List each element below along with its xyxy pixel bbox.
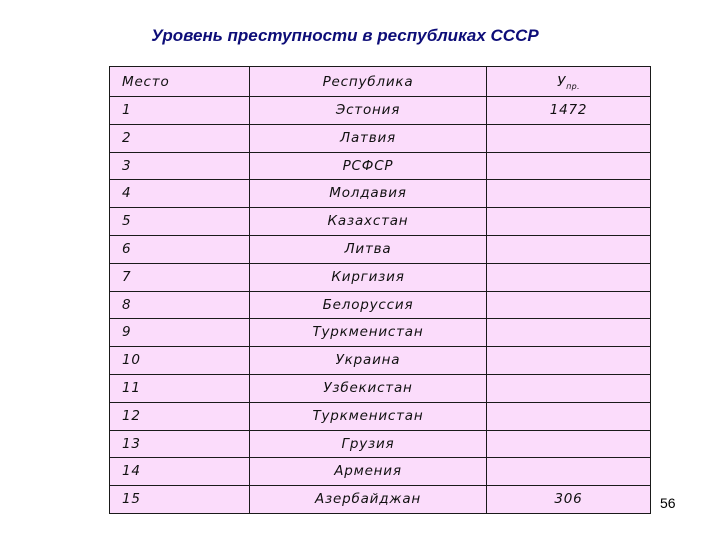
cell-place: 11 (110, 374, 250, 402)
cell-value (487, 152, 651, 180)
cell-value (487, 208, 651, 236)
header-place: Место (110, 67, 250, 97)
header-republic: Республика (250, 67, 487, 97)
cell-value (487, 235, 651, 263)
cell-republic: Латвия (250, 124, 487, 152)
cell-value (487, 180, 651, 208)
cell-place: 1 (110, 97, 250, 125)
cell-republic: Молдавия (250, 180, 487, 208)
table-row (110, 180, 651, 208)
cell-republic: Киргизия (250, 263, 487, 291)
cell-value: 1472 (487, 97, 651, 125)
cell-republic: Белоруссия (250, 291, 487, 319)
table-row (110, 263, 651, 291)
cell-republic: Украина (250, 347, 487, 375)
cell-value (487, 291, 651, 319)
cell-value (487, 458, 651, 486)
cell-place: 13 (110, 430, 250, 458)
table-row (110, 374, 651, 402)
cell-place: 10 (110, 347, 250, 375)
cell-republic: Казахстан (250, 208, 487, 236)
cell-republic: Узбекистан (250, 374, 487, 402)
cell-place: 15 (110, 486, 250, 514)
table-row (110, 402, 651, 430)
header-value-main: У (557, 74, 567, 90)
table-row (110, 347, 651, 375)
page-title: Уровень преступности в республиках СССР (151, 26, 539, 45)
cell-place: 4 (110, 180, 250, 208)
table-header-row (110, 67, 651, 97)
cell-value (487, 263, 651, 291)
cell-republic: РСФСР (250, 152, 487, 180)
cell-place: 6 (110, 235, 250, 263)
table-row (110, 124, 651, 152)
cell-value (487, 374, 651, 402)
cell-place: 14 (110, 458, 250, 486)
table-row (110, 97, 651, 125)
cell-value (487, 347, 651, 375)
cell-republic: Грузия (250, 430, 487, 458)
header-value-sub: пр. (566, 82, 580, 91)
cell-place: 8 (110, 291, 250, 319)
table-row (110, 319, 651, 347)
cell-place: 5 (110, 208, 250, 236)
cell-place: 7 (110, 263, 250, 291)
table-row (110, 430, 651, 458)
table-row (110, 208, 651, 236)
cell-value (487, 402, 651, 430)
cell-republic: Туркменистан (250, 402, 487, 430)
table-row (110, 486, 651, 514)
cell-value (487, 124, 651, 152)
cell-republic: Туркменистан (250, 319, 487, 347)
table-row (110, 458, 651, 486)
cell-republic: Литва (250, 235, 487, 263)
cell-value (487, 319, 651, 347)
crime-table (109, 66, 651, 514)
cell-place: 2 (110, 124, 250, 152)
table-row (110, 152, 651, 180)
table-row (110, 291, 651, 319)
table-row (110, 235, 651, 263)
cell-place: 9 (110, 319, 250, 347)
cell-value: 306 (487, 486, 651, 514)
header-value (487, 67, 651, 97)
cell-value (487, 430, 651, 458)
cell-place: 3 (110, 152, 250, 180)
page-number: 56 (660, 495, 676, 511)
cell-republic: Эстония (250, 97, 487, 125)
cell-republic: Азербайджан (250, 486, 487, 514)
cell-republic: Армения (250, 458, 487, 486)
cell-place: 12 (110, 402, 250, 430)
